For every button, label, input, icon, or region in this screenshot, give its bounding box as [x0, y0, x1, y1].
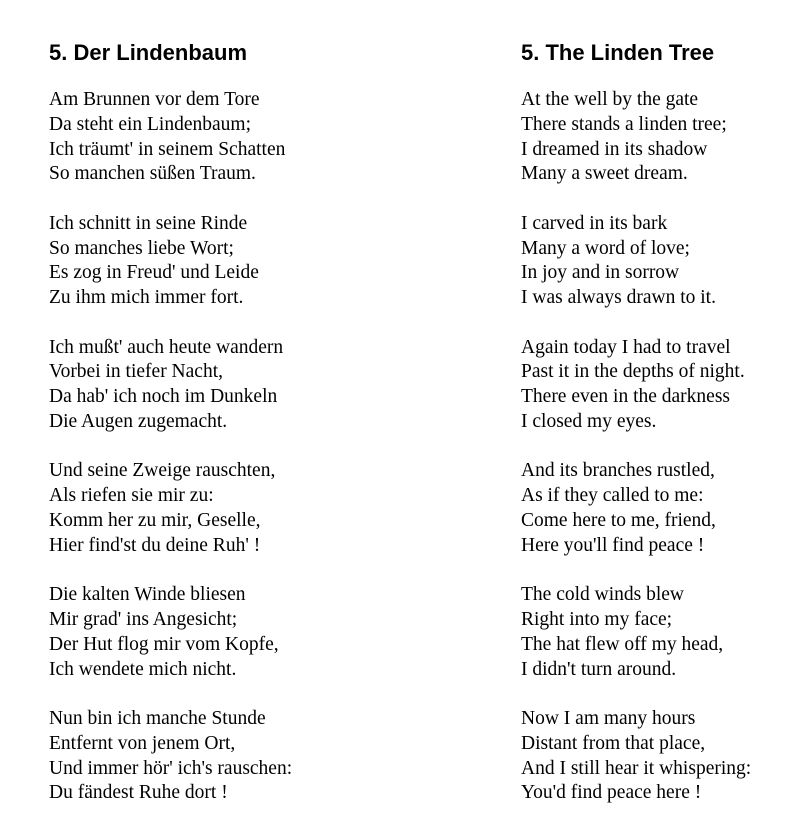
- verse-line: I was always drawn to it.: [521, 287, 716, 309]
- verse-line: Ich wendete mich nicht.: [49, 658, 237, 680]
- verse-line: Many a sweet dream.: [521, 163, 688, 185]
- verse-line: And I still hear it whispering:: [521, 757, 752, 779]
- verse-line: Am Brunnen vor dem Tore: [49, 89, 260, 110]
- stanza: [49, 459, 469, 558]
- verse-line: There even in the darkness: [521, 386, 730, 408]
- german-column: [49, 38, 469, 831]
- verse-line: Die Augen zugemacht.: [49, 410, 228, 432]
- verse-line: Da hab' ich noch im Dunkeln: [49, 386, 278, 408]
- verse-line: At the well by the gate: [521, 89, 699, 110]
- verse-line: Und seine Zweige rauschten,: [49, 460, 276, 482]
- verse-line: Entfernt von jenem Ort,: [49, 732, 236, 754]
- verse-line: I carved in its bark: [521, 212, 668, 234]
- verse-line: Und immer hör' ich's rauschen:: [49, 757, 293, 779]
- stanza: [521, 459, 796, 558]
- verse-line: You'd find peace here !: [521, 782, 702, 804]
- verse-line: Ich träumt' in seinem Schatten: [49, 138, 286, 160]
- verse-line: Right into my face;: [521, 608, 673, 630]
- verse-line: Many a word of love;: [521, 237, 690, 259]
- verse-line: And its branches rustled,: [521, 460, 715, 482]
- stanza: [49, 212, 469, 311]
- verse-line: I dreamed in its shadow: [521, 138, 708, 160]
- english-title: 5. The Linden Tree: [521, 40, 715, 65]
- verse-line: Come here to me, friend,: [521, 509, 716, 531]
- verse-line: Again today I had to travel: [521, 336, 731, 358]
- verse-line: Distant from that place,: [521, 732, 706, 754]
- verse-line: Hier find'st du deine Ruh' !: [49, 534, 261, 556]
- verse-line: In joy and in sorrow: [521, 262, 680, 284]
- verse-line: Da steht ein Lindenbaum;: [49, 113, 251, 135]
- verse-line: The cold winds blew: [521, 584, 685, 606]
- verse-line: Zu ihm mich immer fort.: [49, 287, 244, 309]
- stanza: [521, 88, 796, 187]
- verse-line: The hat flew off my head,: [521, 633, 724, 655]
- stanza: [49, 336, 469, 435]
- english-column: [521, 38, 796, 831]
- stanza: [49, 707, 469, 806]
- verse-line: Ich schnitt in seine Rinde: [49, 212, 248, 234]
- verse-line: Ich mußt' auch heute wandern: [49, 336, 284, 358]
- verse-line: Vorbei in tiefer Nacht,: [49, 361, 223, 383]
- verse-line: As if they called to me:: [521, 485, 704, 507]
- stanza: [521, 583, 796, 682]
- verse-line: So manchen süßen Traum.: [49, 163, 256, 185]
- verse-line: Mir grad' ins Angesicht;: [49, 608, 238, 630]
- verse-line: I closed my eyes.: [521, 410, 657, 432]
- verse-line: Komm her zu mir, Geselle,: [49, 509, 261, 531]
- verse-line: Here you'll find peace !: [521, 534, 705, 556]
- stanza: [49, 88, 469, 187]
- stanza: [49, 583, 469, 682]
- verse-line: Als riefen sie mir zu:: [49, 485, 214, 507]
- verse-line: So manches liebe Wort;: [49, 237, 234, 259]
- verse-line: There stands a linden tree;: [521, 113, 727, 135]
- stanza: [521, 707, 796, 806]
- verse-line: Du fändest Ruhe dort !: [49, 782, 228, 804]
- verse-line: Die kalten Winde bliesen: [49, 584, 246, 606]
- verse-line: Nun bin ich manche Stunde: [49, 707, 266, 729]
- verse-line: I didn't turn around.: [521, 658, 677, 680]
- german-stanzas: [49, 88, 469, 806]
- verse-line: Past it in the depths of night.: [521, 361, 745, 383]
- stanza: [521, 336, 796, 435]
- verse-line: Es zog in Freud' und Leide: [49, 262, 259, 284]
- german-title: 5. Der Lindenbaum: [49, 40, 248, 65]
- stanza: [521, 212, 796, 311]
- verse-line: Der Hut flog mir vom Kopfe,: [49, 633, 279, 655]
- verse-line: Now I am many hours: [521, 707, 696, 729]
- english-stanzas: [521, 88, 796, 806]
